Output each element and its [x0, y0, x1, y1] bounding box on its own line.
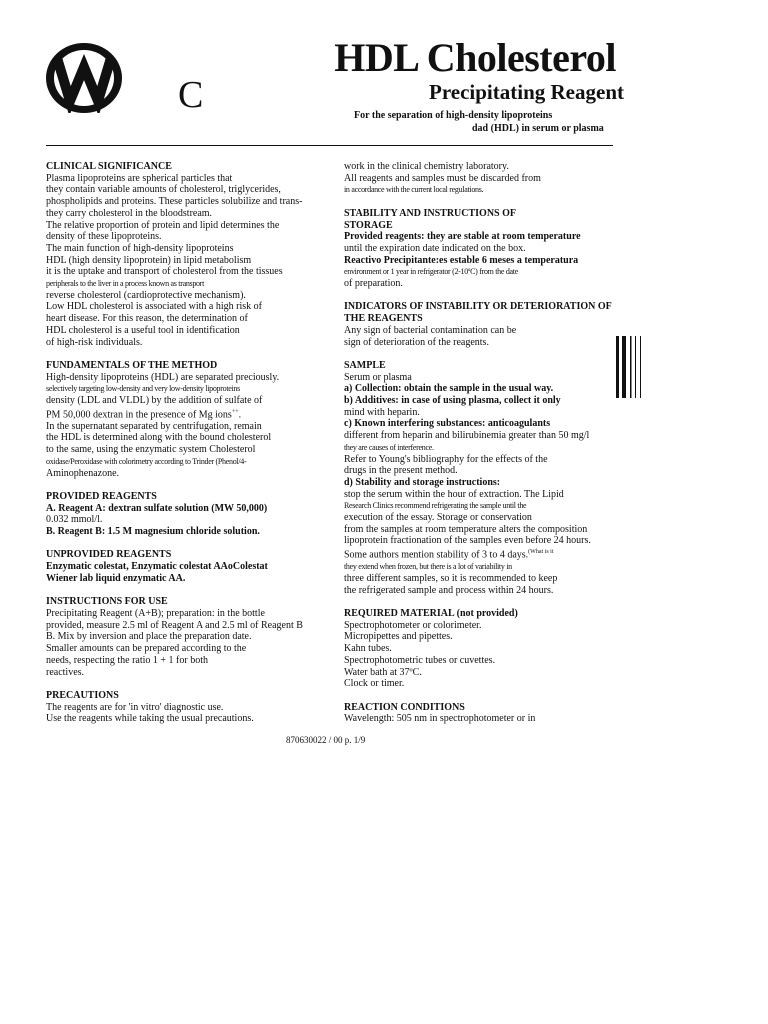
mg-superscript: ++ [231, 408, 239, 415]
clinical-line: peripherals to the liver in a process known as transport [46, 279, 205, 289]
instructions-section [46, 596, 314, 678]
sample-line: the refrigerated sample and process within 24 hours. [344, 584, 554, 596]
sample-heading: SAMPLE [344, 359, 386, 371]
fundamentals-line: High-density lipoproteins (HDL) are separated preciously. [46, 371, 280, 383]
sample-line: they extend when frozen, but there is a lot of variability in [344, 562, 512, 572]
clinical-line: density of these lipoproteins. [46, 231, 162, 243]
fundamentals-line: density (LDL and VLDL) by the addition of sulfate of [46, 395, 263, 407]
clinical-line: of high-risk individuals. [46, 336, 143, 348]
stability-section [344, 208, 616, 290]
material-heading: REQUIRED MATERIAL (not provided) [344, 607, 518, 619]
sample-line [344, 547, 616, 561]
reaction-heading: REACTION CONDITIONS [344, 701, 465, 713]
fundamentals-line: the HDL is determined along with the bound cholesterol [46, 432, 272, 444]
stability-environment: environment or 1 year in refrigerator (2-10ºC) from the date [344, 267, 518, 277]
document-title: HDL Cholesterol [334, 35, 616, 80]
clinical-line: The main function of high-density lipoproteins [46, 242, 234, 254]
header-rule [46, 145, 613, 146]
sample-interfering: c) Known interfering substances: anticoagulants [344, 418, 551, 430]
continued-line: in accordance with the current local regulations. [344, 185, 484, 195]
instructions-line: B. Mix by inversion and place the preparation date. [46, 631, 252, 643]
page-footer: 870630022 / 00 p. 1/9 [286, 735, 366, 745]
fundamentals-line: to the same, using the enzymatic system Cholesterol [46, 444, 256, 456]
clinical-line: it is the uptake and transport of cholesterol from the tissues [46, 266, 283, 278]
instructions-line: Smaller amounts can be prepared according to the [46, 643, 247, 655]
indicators-line: Any sign of bacterial contamination can be [344, 324, 517, 336]
sample-type: Serum or plasma [344, 371, 412, 383]
document-subtitle: Precipitating Reagent [429, 80, 624, 104]
unprovided-line: Enzymatic colestat, Enzymatic colestat AAoColestat [46, 561, 268, 573]
reagent-a-concentration: 0.032 mmol/l. [46, 514, 103, 526]
barcode-icon [616, 336, 642, 398]
indicators-line: sign of deterioration of the reagents. [344, 336, 489, 348]
clinical-line: Low HDL cholesterol is associated with a high risk of [46, 301, 262, 313]
material-item: Water bath at 37ºC. [344, 666, 422, 678]
instructions-line: reactives. [46, 666, 85, 678]
material-item: Spectrophotometer or colorimeter. [344, 619, 482, 631]
wiener-logo-icon [46, 43, 122, 113]
instructions-line: provided, measure 2.5 ml of Reagent A and 2.5 ml of Reagent B [46, 619, 303, 631]
sample-text: Some authors mention stability of 3 to 4 days. [344, 549, 529, 561]
clinical-line: Plasma lipoproteins are spherical particles that [46, 172, 233, 184]
precautions-continued [344, 161, 616, 196]
sample-line: mind with heparin. [344, 406, 420, 418]
reagent-a: A. Reagent A: dextran sulfate solution (MW 50,000) [46, 502, 268, 514]
reagent-b: B. Reagent B: 1.5 M magnesium chloride solution. [46, 526, 260, 538]
stability-heading-2: STORAGE [344, 219, 393, 231]
material-section [344, 608, 616, 690]
clinical-line: HDL cholesterol is a useful tool in identification [46, 324, 240, 336]
clinical-line: reverse cholesterol (cardioprotective mechanism). [46, 289, 246, 301]
fundamentals-line: PM 50,000 dextran in the presence of Mg ions++. [46, 408, 242, 421]
clinical-line: phospholipids and proteins. These particles solubilize and trans- [46, 196, 303, 208]
clinical-line: they carry cholesterol in the bloodstream. [46, 207, 213, 219]
clinical-section [46, 161, 314, 348]
sample-collection: a) Collection: obtain the sample in the usual way. [344, 383, 554, 395]
sample-line: they are causes of interference. [344, 442, 434, 452]
fundamentals-section [46, 360, 314, 479]
sample-line: stop the serum within the hour of extraction. The Lipid [344, 488, 564, 500]
sample-line: Refer to Young's bibliography for the effects of the [344, 453, 548, 465]
material-item: Spectrophotometric tubes or cuvettes. [344, 654, 496, 666]
precautions-line: Use the reagents while taking the usual precautions. [46, 713, 254, 725]
material-item: Micropipettes and pipettes. [344, 631, 453, 643]
tagline-1: For the separation of high-density lipoproteins [354, 110, 553, 121]
reaction-line: Wavelength: 505 nm in spectrophotometer or in [344, 713, 536, 725]
fundamentals-line: In the supernatant separated by centrifugation, remain [46, 420, 262, 432]
instructions-line: Precipitating Reagent (A+B); preparation: in the bottle [46, 607, 265, 619]
clinical-line: heart disease. For this reason, the determination of [46, 313, 248, 325]
stability-prep: of preparation. [344, 278, 403, 290]
indicators-section [344, 301, 616, 348]
unprovided-heading: UNPROVIDED REAGENTS [46, 549, 172, 561]
sample-line: drugs in the present method. [344, 465, 458, 477]
continued-line: work in the clinical chemistry laboratory. [344, 161, 509, 172]
fundamentals-heading: FUNDAMENTALS OF THE METHOD [46, 359, 218, 371]
continued-line: All reagents and samples must be discarded from [344, 172, 541, 184]
instructions-heading: INSTRUCTIONS FOR USE [46, 596, 168, 608]
sample-section [344, 360, 616, 596]
stability-provided: Provided reagents: they are stable at room temperature [344, 231, 581, 243]
precautions-heading: PRECAUTIONS [46, 689, 119, 701]
sample-line: lipoprotein fractionation of the samples even before 24 hours. [344, 535, 591, 547]
stability-heading: STABILITY AND INSTRUCTIONS OF [344, 207, 516, 219]
fundamentals-line: oxidase/Peroxidase with colorimetry according to Trinder (Phenol/4- [46, 456, 247, 466]
indicators-heading: INDICATORS OF INSTABILITY OR DETERIORATION OF THE REAGENTS [344, 301, 612, 325]
sample-line: from the samples at room temperature alters the composition [344, 523, 588, 535]
material-item: Kahn tubes. [344, 643, 392, 655]
tagline-2: dad (HDL) in serum or plasma [472, 123, 604, 134]
clinical-line: The relative proportion of protein and lipid determines the [46, 219, 280, 231]
precautions-section [46, 690, 314, 725]
fundamentals-line: selectively targeting low-density and very low-density lipoproteins [46, 384, 240, 394]
unprovided-section [46, 549, 314, 584]
stability-reactivo: Reactivo Precipitante:es estable 6 meses a temperatura [344, 254, 579, 266]
provided-heading: PROVIDED REAGENTS [46, 490, 157, 502]
precautions-line: The reagents are for 'in vitro' diagnostic use. [46, 701, 224, 713]
right-column [344, 161, 616, 737]
reaction-section [344, 702, 616, 725]
sample-line: execution of the essay. Storage or conservation [344, 512, 532, 524]
material-item: Clock or timer. [344, 678, 405, 690]
unprovided-line: Wiener lab liquid enzymatic AA. [46, 572, 186, 584]
fundamentals-line: Aminophenazone. [46, 467, 120, 479]
clinical-line: they contain variable amounts of cholesterol, triglycerides, [46, 184, 281, 196]
fundamentals-text: PM 50,000 dextran in the presence of Mg ions [46, 409, 232, 421]
sample-line: Research Clinics recommend refrigerating the sample until the [344, 501, 527, 511]
sample-line: three different samples, so it is recommended to keep [344, 572, 558, 584]
stability-until: until the expiration date indicated on the box. [344, 242, 526, 254]
clinical-line: HDL (high density lipoprotein) in lipid metabolism [46, 254, 252, 266]
header-letter: C [178, 74, 204, 116]
sample-line: different from heparin and bilirubinemia greater than 50 mg/l [344, 430, 590, 442]
instructions-line: needs, respecting the ratio 1 + 1 for both [46, 654, 208, 666]
left-column [46, 161, 314, 737]
sample-additives: b) Additives: in case of using plasma, collect it only [344, 395, 561, 407]
sample-storage: d) Stability and storage instructions: [344, 476, 501, 488]
sample-superscript: (What is it [528, 549, 554, 556]
clinical-heading: CLINICAL SIGNIFICANCE [46, 161, 172, 172]
provided-section [46, 491, 314, 538]
